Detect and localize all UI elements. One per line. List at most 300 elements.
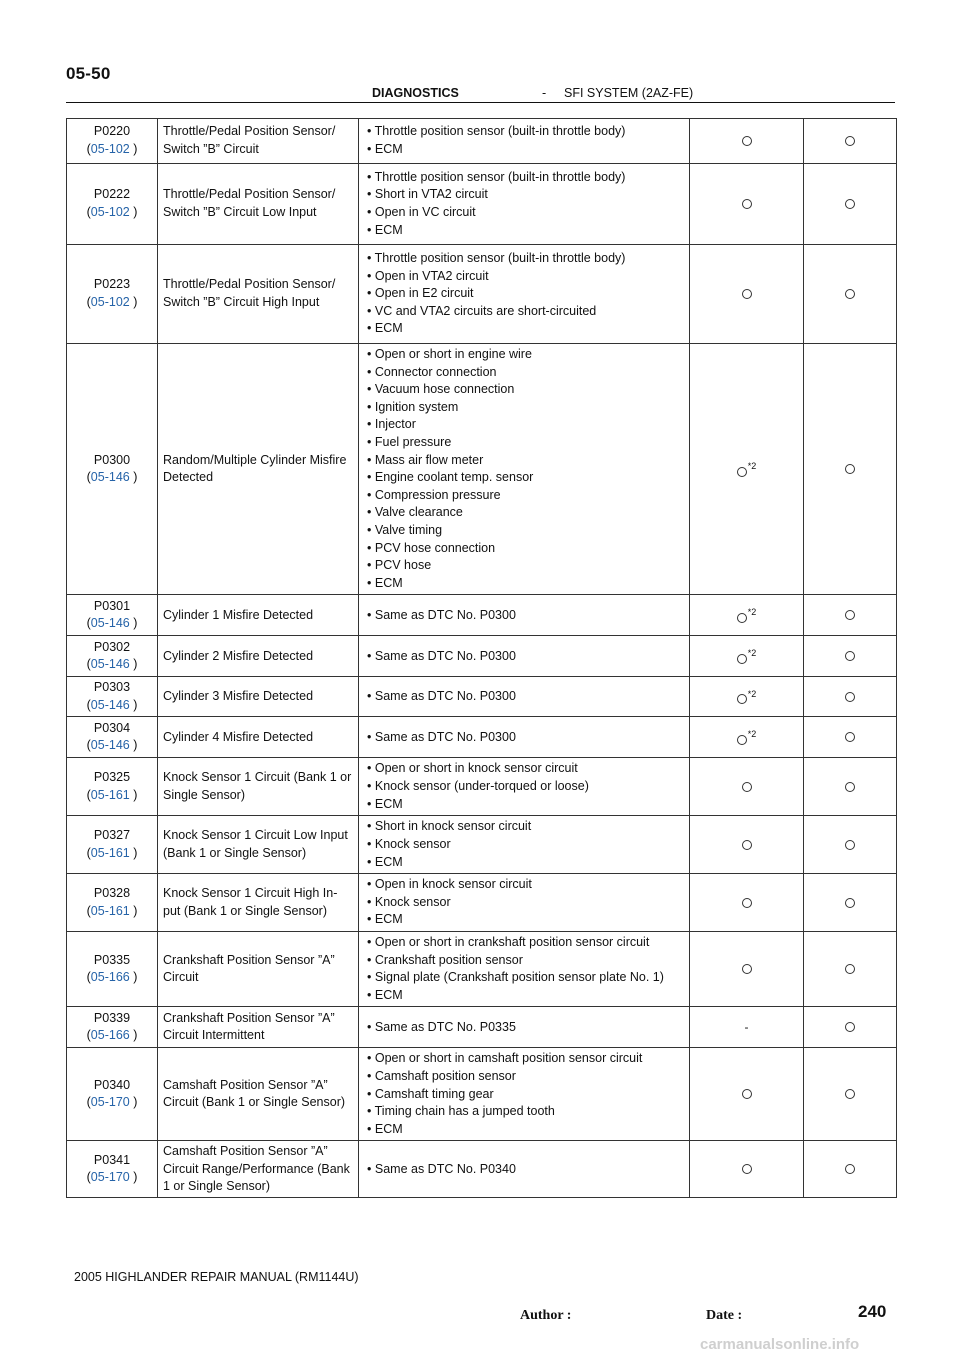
trouble-area-item (367, 416, 686, 434)
dtc-page-reference: (05-146 ) (86, 657, 138, 672)
trouble-area-cell (359, 932, 690, 1007)
bullet-icon: • (367, 558, 372, 573)
trouble-area-item (367, 320, 686, 338)
detection-item: Throttle/Pedal Position Sensor/ Switch ”B” Circuit High Input (158, 245, 359, 344)
trouble-area-text: Same as DTC No. P0300 (374, 689, 516, 704)
circle-icon (737, 694, 747, 704)
mil-cell (690, 816, 804, 874)
trouble-area-item (367, 876, 686, 894)
trouble-area-item (367, 469, 686, 487)
mil-cell (690, 677, 804, 717)
memory-cell (804, 119, 897, 164)
trouble-area-text: ECM (374, 321, 403, 336)
footnote-mark: *2 (747, 607, 757, 618)
dtc-code: P0222 (93, 187, 131, 202)
trouble-area-text: ECM (374, 575, 403, 590)
dtc-code-cell (67, 677, 158, 717)
page-reference-link[interactable]: 05-102 (90, 295, 130, 309)
circle-icon (845, 199, 855, 209)
trouble-area-item (367, 346, 686, 364)
page-reference-link[interactable]: 05-146 (90, 470, 130, 485)
trouble-area-text: Short in VTA2 circuit (374, 187, 488, 202)
trouble-area-text: Throttle position sensor (built-in throttle body) (374, 124, 626, 139)
bullet-icon: • (367, 347, 372, 361)
dtc-code-cell (67, 595, 158, 636)
trouble-area-text: Short in knock sensor circuit (374, 819, 532, 834)
dtc-code: P0340 (93, 1077, 131, 1092)
trouble-area-text: Knock sensor (374, 836, 451, 851)
trouble-area-cell (359, 119, 690, 164)
mil-cell (690, 1048, 804, 1141)
bullet-icon: • (367, 689, 372, 704)
page-reference-link[interactable]: 05-161 (90, 903, 130, 918)
dash-mark: - (744, 1019, 749, 1034)
trouble-area-item (367, 911, 686, 929)
trouble-area-text: Open or short in engine wire (374, 347, 532, 361)
circle-icon (742, 840, 752, 850)
page-reference-link[interactable]: 05-161 (90, 845, 130, 860)
dtc-code: P0220 (93, 124, 131, 139)
bullet-icon: • (367, 251, 372, 266)
detection-item: Knock Sensor 1 Circuit High In- put (Bank 1 or Single Sensor) (158, 874, 359, 932)
bullet-icon: • (367, 987, 372, 1002)
trouble-area-item (367, 1103, 686, 1121)
bullet-icon: • (367, 648, 372, 663)
circle-icon (742, 782, 752, 792)
bullet-icon: • (367, 729, 372, 744)
memory-cell (804, 164, 897, 245)
mil-cell (690, 636, 804, 677)
trouble-area-text: Connector connection (374, 364, 497, 379)
bullet-icon: • (367, 575, 372, 590)
trouble-area-item (367, 250, 686, 268)
dtc-code: P0335 (93, 952, 131, 967)
table-row (67, 717, 897, 758)
trouble-area-text: Valve timing (374, 522, 443, 537)
bullet-icon: • (367, 761, 372, 776)
dtc-code-cell (67, 932, 158, 1007)
footnote-mark: *2 (747, 688, 757, 699)
bullet-icon: • (367, 382, 372, 397)
dtc-page-reference: (05-170 ) (86, 1170, 138, 1185)
dtc-code: P0302 (93, 639, 131, 654)
memory-cell (804, 874, 897, 932)
trouble-area-item (367, 204, 686, 222)
trouble-area-text: Ignition system (374, 399, 459, 414)
page-number: 05-50 (66, 64, 111, 83)
detection-item: Cylinder 3 Misfire Detected (158, 677, 359, 717)
trouble-area-cell (359, 1141, 690, 1198)
bullet-icon: • (367, 187, 372, 202)
circle-icon (845, 1164, 855, 1174)
trouble-area-text: Injector (374, 417, 416, 432)
bullet-icon: • (367, 222, 372, 237)
dtc-page-reference: (05-146 ) (86, 616, 138, 631)
trouble-area-cell (359, 1048, 690, 1141)
dtc-page-reference: (05-166 ) (86, 1028, 138, 1043)
circle-icon (742, 1089, 752, 1099)
memory-cell (804, 1048, 897, 1141)
trouble-area-item (367, 729, 686, 747)
circle-icon (845, 289, 855, 299)
memory-cell (804, 636, 897, 677)
trouble-area-text: PCV hose connection (374, 540, 496, 555)
trouble-area-text: Compression pressure (374, 487, 501, 502)
circle-icon (845, 610, 855, 620)
footnote-mark: *2 (747, 648, 757, 659)
trouble-area-item (367, 522, 686, 540)
dtc-code-cell (67, 816, 158, 874)
bullet-icon: • (367, 1051, 372, 1066)
circle-icon (845, 732, 855, 742)
trouble-area-text: VC and VTA2 circuits are short-circuited (374, 303, 597, 318)
trouble-area-item (367, 487, 686, 505)
dtc-code: P0303 (93, 680, 131, 695)
table-row (67, 758, 897, 816)
trouble-area-item (367, 688, 686, 706)
dtc-code: P0304 (93, 720, 131, 735)
trouble-area-item (367, 854, 686, 872)
memory-cell (804, 758, 897, 816)
bullet-icon: • (367, 205, 372, 219)
trouble-area-item (367, 1086, 686, 1104)
page-reference-link[interactable]: 05-102 (90, 205, 130, 219)
table-row (67, 119, 897, 164)
mil-cell (690, 164, 804, 245)
dtc-page-reference: (05-102 ) (86, 205, 138, 219)
bullet-icon: • (367, 452, 372, 467)
bullet-icon: • (367, 540, 372, 555)
circle-icon (845, 1089, 855, 1099)
trouble-area-text: Same as DTC No. P0335 (374, 1019, 516, 1034)
page-reference-link[interactable]: 05-146 (90, 738, 130, 753)
mil-cell (690, 1141, 804, 1198)
trouble-area-cell (359, 595, 690, 636)
trouble-area-item (367, 575, 686, 593)
trouble-area-text: Same as DTC No. P0300 (374, 729, 516, 744)
trouble-area-item (367, 557, 686, 575)
trouble-area-cell (359, 245, 690, 344)
bullet-icon: • (367, 470, 372, 485)
circle-icon (845, 1022, 855, 1032)
dtc-code: P0325 (93, 770, 131, 785)
footnote-mark: *2 (747, 729, 757, 740)
bullet-icon: • (367, 434, 372, 449)
bullet-icon: • (367, 303, 372, 318)
trouble-area-cell (359, 717, 690, 758)
trouble-area-item (367, 303, 686, 321)
section-header (66, 86, 895, 103)
trouble-area-item (367, 381, 686, 399)
trouble-area-item (367, 818, 686, 836)
trouble-area-item (367, 1121, 686, 1139)
trouble-area-item (367, 364, 686, 382)
circle-icon (845, 840, 855, 850)
circle-icon (845, 782, 855, 792)
dtc-page-reference: (05-161 ) (86, 845, 138, 860)
dtc-page-reference: (05-146 ) (86, 470, 138, 485)
bullet-icon: • (367, 321, 372, 336)
trouble-area-item (367, 285, 686, 303)
dtc-page-reference: (05-102 ) (86, 295, 138, 309)
author-label: Author : (520, 1308, 572, 1323)
mil-cell (690, 119, 804, 164)
trouble-area-item (367, 1050, 686, 1068)
trouble-area-text: ECM (374, 796, 403, 811)
trouble-area-item (367, 186, 686, 204)
page-reference-link[interactable]: 05-146 (90, 616, 130, 631)
dtc-page-reference: (05-166 ) (86, 970, 138, 985)
bullet-icon: • (367, 487, 372, 502)
dtc-code-cell (67, 164, 158, 245)
dtc-code: P0301 (93, 598, 131, 613)
bullet-icon: • (367, 607, 372, 622)
dtc-table (66, 118, 897, 1198)
trouble-area-cell (359, 344, 690, 595)
memory-cell (804, 245, 897, 344)
page-reference-link[interactable]: 05-166 (90, 970, 130, 985)
trouble-area-item (367, 648, 686, 666)
dtc-page-reference: (05-102 ) (86, 142, 138, 156)
trouble-area-text: ECM (374, 987, 403, 1002)
mil-cell (690, 344, 804, 595)
memory-cell (804, 717, 897, 758)
trouble-area-text: Vacuum hose connection (374, 382, 515, 397)
bullet-icon: • (367, 505, 372, 520)
trouble-area-cell (359, 164, 690, 245)
trouble-area-item (367, 836, 686, 854)
bullet-icon: • (367, 970, 372, 985)
memory-cell (804, 344, 897, 595)
mil-cell (690, 1007, 804, 1048)
dtc-page-reference: (05-170 ) (86, 1095, 138, 1110)
dtc-code-cell (67, 717, 158, 758)
trouble-area-text: ECM (374, 142, 403, 156)
dtc-code-cell (67, 758, 158, 816)
detection-item: Cylinder 1 Misfire Detected (158, 595, 359, 636)
circle-icon (845, 136, 855, 146)
dtc-code-cell (67, 874, 158, 932)
circle-icon (742, 136, 752, 146)
circle-icon (845, 898, 855, 908)
detection-item: Camshaft Position Sensor ”A” Circuit Range/Performance (Bank 1 or Single Sensor) (158, 1141, 359, 1198)
trouble-area-text: Timing chain has a jumped tooth (374, 1104, 555, 1119)
trouble-area-item (367, 434, 686, 452)
trouble-area-item (367, 169, 686, 187)
trouble-area-item (367, 796, 686, 814)
trouble-area-item (367, 778, 686, 796)
bullet-icon: • (367, 952, 372, 967)
bullet-icon: • (367, 894, 372, 909)
trouble-area-text: Open in knock sensor circuit (374, 877, 532, 892)
page-reference-link[interactable]: 05-161 (90, 787, 130, 802)
mil-cell (690, 932, 804, 1007)
trouble-area-text: Signal plate (Crankshaft position sensor plate No. 1) (374, 970, 664, 985)
memory-cell (804, 816, 897, 874)
memory-cell (804, 932, 897, 1007)
trouble-area-text: ECM (374, 854, 403, 869)
table-row (67, 816, 897, 874)
dtc-code: P0341 (93, 1152, 131, 1167)
table-row (67, 1048, 897, 1141)
trouble-area-item (367, 969, 686, 987)
dtc-code-cell (67, 245, 158, 344)
bullet-icon: • (367, 142, 372, 156)
trouble-area-cell (359, 816, 690, 874)
dtc-table-body (67, 119, 897, 1198)
trouble-area-item (367, 504, 686, 522)
dtc-page-reference: (05-146 ) (86, 697, 138, 712)
trouble-area-text: Knock sensor (374, 894, 451, 909)
table-row (67, 344, 897, 595)
trouble-area-text: Crankshaft position sensor (374, 952, 523, 967)
mil-cell (690, 717, 804, 758)
trouble-area-item (367, 607, 686, 625)
bullet-icon: • (367, 417, 372, 432)
circle-icon (742, 964, 752, 974)
trouble-area-item (367, 222, 686, 240)
manual-title: 2005 HIGHLANDER REPAIR MANUAL (RM1144U) (74, 1270, 359, 1284)
dtc-page-reference: (05-161 ) (86, 787, 138, 802)
trouble-area-item (367, 952, 686, 970)
trouble-area-cell (359, 636, 690, 677)
table-row (67, 1141, 897, 1198)
trouble-area-item (367, 123, 686, 141)
bullet-icon: • (367, 836, 372, 851)
trouble-area-text: Open in VTA2 circuit (374, 268, 489, 283)
detection-item: Throttle/Pedal Position Sensor/ Switch ”B” Circuit (158, 119, 359, 164)
trouble-area-item (367, 760, 686, 778)
mil-cell (690, 245, 804, 344)
circle-icon (845, 964, 855, 974)
trouble-area-text: Open in E2 circuit (374, 286, 474, 301)
trouble-area-item (367, 987, 686, 1005)
dtc-page-reference: (05-146 ) (86, 738, 138, 753)
trouble-area-item (367, 399, 686, 417)
circle-icon (845, 692, 855, 702)
detection-item: Camshaft Position Sensor ”A” Circuit (Bank 1 or Single Sensor) (158, 1048, 359, 1141)
trouble-area-item (367, 141, 686, 159)
bullet-icon: • (367, 1121, 372, 1136)
trouble-area-text: Open or short in knock sensor circuit (374, 761, 578, 776)
bullet-icon: • (367, 364, 372, 379)
page-reference-link[interactable]: 05-146 (90, 657, 130, 672)
trouble-area-text: Throttle position sensor (built-in throttle body) (374, 169, 626, 184)
trouble-area-text: PCV hose (374, 558, 432, 573)
memory-cell (804, 595, 897, 636)
trouble-area-text: ECM (374, 1121, 403, 1136)
bullet-icon: • (367, 286, 372, 301)
trouble-area-item (367, 452, 686, 470)
page-reference-link[interactable]: 05-102 (90, 142, 130, 156)
dtc-code-cell (67, 1141, 158, 1198)
memory-cell (804, 677, 897, 717)
mil-cell (690, 758, 804, 816)
trouble-area-item (367, 268, 686, 286)
table-row (67, 595, 897, 636)
page-reference-link[interactable]: 05-146 (90, 697, 130, 712)
section-system-label: SFI SYSTEM (2AZ-FE) (564, 86, 694, 100)
bullet-icon: • (367, 1019, 372, 1034)
trouble-area-text: Same as DTC No. P0300 (374, 648, 516, 663)
detection-item: Random/Multiple Cylinder Misfire Detected (158, 344, 359, 595)
trouble-area-text: Open or short in camshaft position sensor circuit (374, 1051, 643, 1066)
memory-cell (804, 1007, 897, 1048)
circle-icon (742, 289, 752, 299)
detection-item: Throttle/Pedal Position Sensor/ Switch ”B” Circuit Low Input (158, 164, 359, 245)
bullet-icon: • (367, 796, 372, 811)
circle-icon (742, 898, 752, 908)
bullet-icon: • (367, 1161, 372, 1176)
trouble-area-cell (359, 758, 690, 816)
trouble-area-text: Camshaft position sensor (374, 1069, 516, 1084)
bullet-icon: • (367, 779, 372, 794)
trouble-area-text: Same as DTC No. P0300 (374, 607, 516, 622)
bullet-icon: • (367, 912, 372, 927)
table-row (67, 677, 897, 717)
memory-cell (804, 1141, 897, 1198)
circle-icon (742, 199, 752, 209)
trouble-area-cell (359, 677, 690, 717)
mil-cell (690, 595, 804, 636)
table-row (67, 636, 897, 677)
trouble-area-item (367, 1068, 686, 1086)
dtc-code: P0327 (93, 828, 131, 843)
page-reference-link[interactable]: 05-170 (90, 1170, 130, 1185)
footer-page-number: 240 (858, 1302, 887, 1321)
trouble-area-cell (359, 1007, 690, 1048)
bullet-icon: • (367, 522, 372, 537)
mil-cell (690, 874, 804, 932)
bullet-icon: • (367, 169, 372, 184)
circle-icon (737, 654, 747, 664)
table-row (67, 874, 897, 932)
page-reference-link[interactable]: 05-170 (90, 1095, 130, 1110)
bullet-icon: • (367, 1104, 372, 1119)
bullet-icon: • (367, 935, 372, 950)
dtc-page-reference: (05-161 ) (86, 903, 138, 918)
page-reference-link[interactable]: 05-166 (90, 1028, 130, 1043)
trouble-area-text: Engine coolant temp. sensor (374, 470, 534, 485)
circle-icon (737, 613, 747, 623)
trouble-area-item (367, 540, 686, 558)
section-diagnostics-label: DIAGNOSTICS (372, 86, 459, 100)
trouble-area-text: ECM (374, 222, 403, 237)
trouble-area-text: Camshaft timing gear (374, 1086, 494, 1101)
detection-item: Cylinder 4 Misfire Detected (158, 717, 359, 758)
trouble-area-cell (359, 874, 690, 932)
detection-item: Knock Sensor 1 Circuit (Bank 1 or Single Sensor) (158, 758, 359, 816)
trouble-area-text: Knock sensor (under-torqued or loose) (374, 779, 589, 794)
trouble-area-item (367, 1019, 686, 1037)
date-label: Date : (706, 1308, 743, 1323)
trouble-area-text: Mass air flow meter (374, 452, 484, 467)
trouble-area-item (367, 1161, 686, 1179)
bullet-icon: • (367, 854, 372, 869)
trouble-area-text: ECM (374, 912, 403, 927)
dtc-code: P0328 (93, 886, 131, 900)
trouble-area-text: Valve clearance (374, 505, 463, 520)
dtc-code: P0223 (93, 277, 131, 292)
trouble-area-text: Throttle position sensor (built-in throttle body) (374, 251, 626, 266)
section-separator: - (542, 86, 547, 100)
dtc-code: P0300 (93, 452, 131, 467)
dtc-code-cell (67, 1007, 158, 1048)
detection-item: Crankshaft Position Sensor ”A” Circuit (158, 932, 359, 1007)
dtc-code-cell (67, 119, 158, 164)
table-row (67, 245, 897, 344)
bullet-icon: • (367, 877, 372, 892)
